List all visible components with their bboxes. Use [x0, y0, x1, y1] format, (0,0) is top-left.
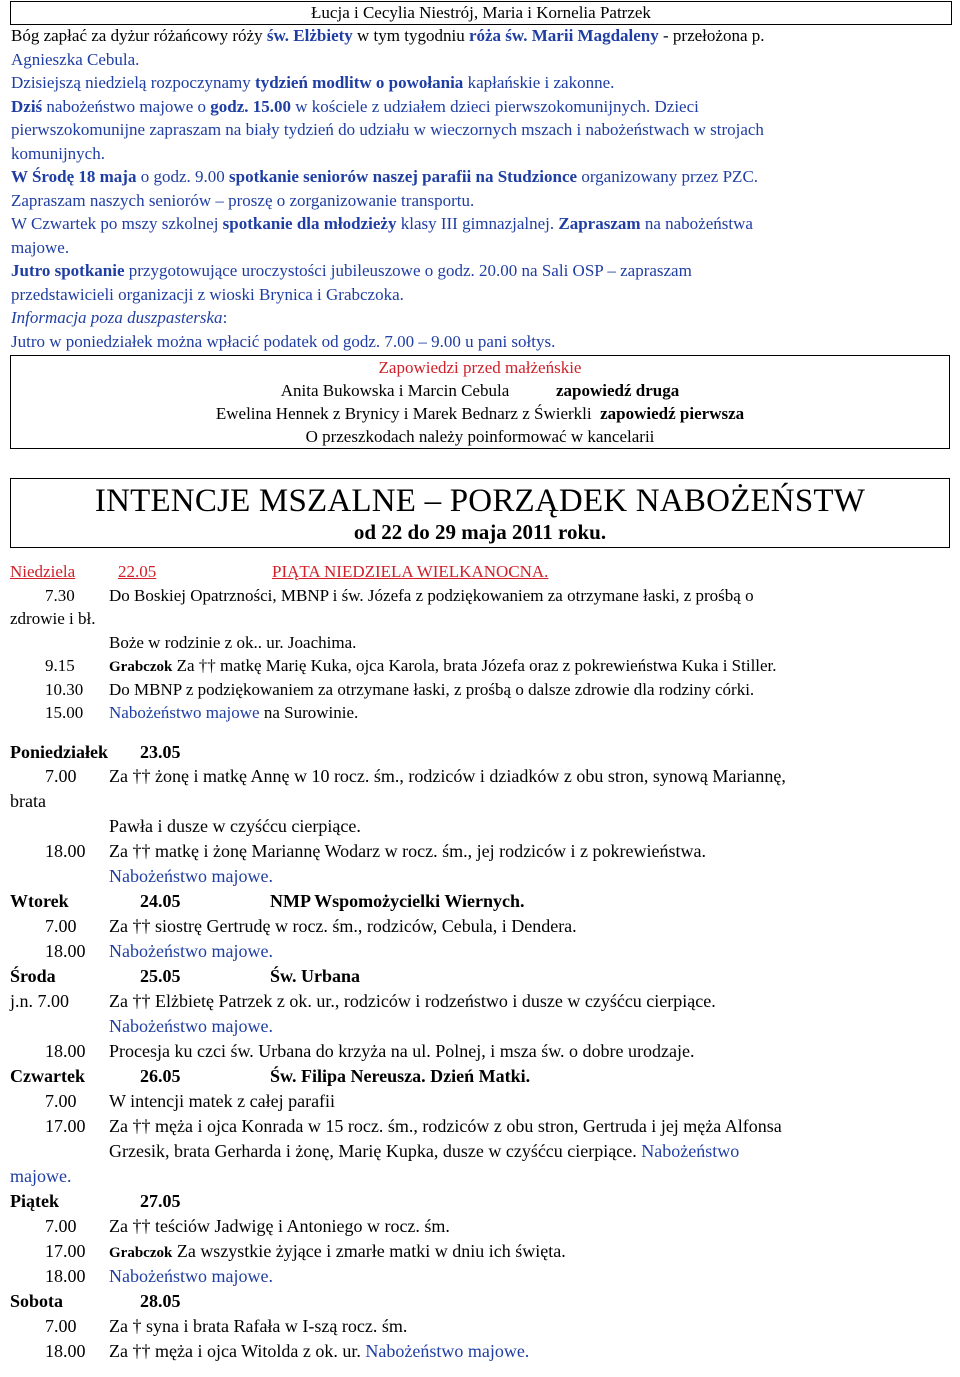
- mass-intentions-header: [10, 478, 950, 548]
- text: na nabożeństwa: [640, 214, 753, 233]
- day-title: Św. Urbana: [270, 966, 361, 986]
- intention: Pawła i dusze w czyśćcu cierpiące.: [109, 816, 361, 836]
- text: o godz. 9.00: [136, 167, 230, 186]
- text: klasy III gimnazjalnej.: [396, 214, 559, 233]
- service: Nabożeństwo majowe.: [109, 866, 273, 886]
- service: Nabożeństwo: [641, 1141, 740, 1161]
- day-heading: [10, 1064, 950, 1089]
- time: 15.00: [45, 703, 84, 722]
- mass-entry: [10, 1039, 950, 1064]
- announcement-line: przedstawicieli organizacji z wioski Brynica i Grabczoka.: [11, 284, 404, 304]
- service: Nabożeństwo majowe.: [109, 1016, 273, 1036]
- day-date: 24.05: [140, 891, 181, 911]
- mass-entry: [10, 678, 950, 702]
- banns-couple-1: [11, 379, 949, 402]
- intentions-title: INTENCJE MSZALNE – PORZĄDEK NABOŻEŃSTW: [94, 483, 866, 519]
- day-name: Poniedziałek: [10, 741, 108, 762]
- announcements: [10, 24, 950, 353]
- announcement-line: komunijnych.: [11, 143, 105, 163]
- day-date: 27.05: [140, 1191, 181, 1211]
- time: 10.30: [45, 679, 84, 699]
- service: Nabożeństwo majowe.: [109, 941, 273, 961]
- announcement-line: [10, 24, 950, 48]
- announcement-line: [10, 95, 950, 119]
- time: 18.00: [45, 1041, 86, 1061]
- day-heading: [10, 964, 950, 989]
- intention: Za wszystkie żyjące i zmarłe matki w dniu ich święta.: [176, 1241, 566, 1261]
- announcement-line: [10, 165, 950, 189]
- text: Dzisiejszą niedzielą rozpoczynamy: [11, 73, 256, 92]
- mass-entry: [10, 1239, 950, 1264]
- mass-entry-cont: [10, 1014, 950, 1039]
- day-title: Św. Filipa Nereusza. Dzień Matki.: [270, 1066, 531, 1086]
- time: j.n. 7.00: [10, 991, 70, 1011]
- mass-entry-cont: [10, 1139, 950, 1164]
- text: zapowiedź druga: [556, 381, 680, 400]
- text: Jutro spotkanie: [11, 261, 125, 280]
- mass-entry: [10, 701, 950, 725]
- announcement-line: Jutro w poniedziałek można wpłacić podatek od godz. 7.00 – 9.00 u pani sołtys.: [11, 331, 556, 351]
- day-heading: [10, 741, 950, 765]
- intention: Boże w rodzinie z ok.. ur. Joachima.: [109, 632, 357, 652]
- mass-entry: [10, 1264, 950, 1289]
- service: majowe.: [10, 1166, 72, 1186]
- day-date: 28.05: [140, 1291, 181, 1311]
- intention: Za †† matkę i żonę Mariannę Wodarz w rocz. śm., jej rodziców i z pokrewieństwa.: [109, 841, 707, 861]
- mass-entry: [10, 764, 950, 789]
- banns-couple-2: [11, 402, 949, 425]
- intention: brata: [10, 791, 46, 811]
- text: kapłańskie i zakonne.: [463, 73, 615, 92]
- mass-entry: [10, 654, 950, 678]
- mass-entry-cont: [10, 607, 950, 631]
- announcement-line: Agnieszka Cebula.: [11, 49, 140, 69]
- text: Anita Bukowska i Marcin Cebula: [280, 381, 510, 400]
- day-heading: [10, 560, 950, 584]
- day-date: 25.05: [140, 966, 181, 986]
- text: w kościele z udziałem dzieci pierwszokomunijnych. Dzieci: [291, 96, 699, 116]
- text: godz. 15.00: [210, 96, 291, 116]
- intention: Do MBNP z podziękowaniem za otrzymane łaski, z prośbą o dalsze zdrowie dla rodziny córki.: [109, 679, 755, 699]
- mass-entry: [10, 989, 950, 1014]
- day-name: Piątek: [10, 1191, 59, 1211]
- day-name: Sobota: [10, 1291, 64, 1311]
- text: :: [222, 308, 228, 327]
- day-heading: [10, 1289, 950, 1314]
- text: św. Elżbiety: [266, 26, 353, 45]
- announcement-line: [10, 212, 950, 236]
- mass-entry: [10, 839, 950, 864]
- time: 7.00: [45, 916, 77, 936]
- day-heading: [10, 1189, 950, 1214]
- mass-entry: [10, 584, 950, 608]
- time: 17.00: [45, 1116, 86, 1136]
- day-date: 26.05: [140, 1066, 181, 1086]
- intention: Za †† siostrę Gertrudę w rocz. śm., rodziców, Cebula, i Dendera.: [109, 916, 577, 936]
- day-heading: [10, 889, 950, 914]
- time: 17.00: [45, 1241, 86, 1261]
- text: spotkanie seniorów naszej parafii na Studzionce: [229, 167, 578, 186]
- text: Dziś: [11, 96, 43, 116]
- time: 9.15: [45, 656, 75, 675]
- mass-entry: [10, 939, 950, 964]
- marriage-banns: [10, 355, 950, 449]
- mass-entry-cont: [10, 631, 950, 655]
- mass-entry: [10, 1114, 950, 1139]
- time: 18.00: [45, 1341, 86, 1361]
- mass-entry: [10, 1339, 950, 1364]
- mass-entry-cont: [10, 864, 950, 889]
- intention: Za †† matkę Marię Kuka, ojca Karola, brata Józefa oraz z pokrewieństwa Kuka i Stiller.: [176, 656, 777, 675]
- announcement-line: Zapraszam naszych seniorów – proszę o zorganizowanie transportu.: [11, 190, 475, 210]
- intention: Za † syna i brata Rafała w I-szą rocz. śm.: [109, 1316, 408, 1336]
- text: tydzień modlitw o powołania: [255, 73, 464, 92]
- announcement-line: [10, 306, 950, 330]
- announcement-line: pierwszokomunijne zapraszam na biały tydzień do udziału w wieczornych mszach i nabożeństwach w strojach: [11, 120, 764, 139]
- spacer: [10, 725, 950, 741]
- text: Ewelina Hennek z Brynicy i Marek Bednarz z Świerkli: [215, 404, 592, 423]
- time: 18.00: [45, 941, 86, 961]
- text: W Czwartek po mszy szkolnej: [11, 214, 223, 233]
- intention: W intencji matek z całej parafii: [109, 1091, 336, 1111]
- service: Nabożeństwo majowe.: [109, 1266, 273, 1286]
- announcement-line: majowe.: [11, 237, 70, 257]
- time: 7.00: [45, 1316, 77, 1336]
- day-name: Środa: [10, 966, 56, 986]
- mass-entry: [10, 914, 950, 939]
- text: zapowiedź pierwsza: [600, 404, 745, 423]
- intention: na Surowinie.: [259, 703, 359, 722]
- service: Nabożeństwo majowe.: [365, 1341, 530, 1361]
- day-name: Niedziela: [10, 562, 76, 581]
- service: Nabożeństwo majowe: [109, 703, 260, 722]
- intention: Za †† męża i ojca Witolda z ok. ur.: [109, 1341, 366, 1361]
- time: 7.30: [45, 585, 75, 605]
- intention: Do Boskiej Opatrzności, MBNP i św. Józefa z podziękowaniem za otrzymane łaski, z prośbą o: [109, 585, 754, 605]
- time: 7.00: [45, 1216, 77, 1236]
- announcement-line: [10, 259, 950, 283]
- location: Grabczok: [109, 659, 173, 675]
- names-header: Łucja i Cecylia Niestrój, Maria i Kornelia Patrzek: [10, 1, 952, 25]
- mass-entry: [10, 1214, 950, 1239]
- text: spotkanie dla młodzieży: [222, 214, 397, 233]
- intention: Grzesik, brata Gerharda i żonę, Marię Kupka, dusze w czyśćcu cierpiące.: [109, 1141, 642, 1161]
- banns-title: Zapowiedzi przed małżeńskie: [378, 358, 582, 377]
- intention: Za †† teściów Jadwigę i Antoniego w rocz. śm.: [109, 1216, 450, 1236]
- time: 7.00: [45, 1091, 77, 1111]
- text: przygotowujące uroczystości jubileuszowe o godz. 20.00 na Sali OSP – zapraszam: [124, 261, 692, 280]
- day-title: PIĄTA NIEDZIELA WIELKANOCNA.: [272, 562, 549, 581]
- schedule: [10, 560, 950, 1364]
- mass-entry-cont: [10, 814, 950, 839]
- intention: Za †† męża i ojca Konrada w 15 rocz. śm., rodziców z obu stron, Gertruda i jej męża Alfonsa: [109, 1116, 782, 1136]
- mass-entry: [10, 1089, 950, 1114]
- banns-note: O przeszkodach należy poinformować w kancelarii: [305, 427, 655, 446]
- intentions-dates: od 22 do 29 maja 2011 roku.: [353, 520, 607, 544]
- text: róża św. Marii Magdaleny: [468, 26, 659, 45]
- time: 18.00: [45, 841, 86, 861]
- text: Informacja poza duszpasterska: [11, 308, 223, 327]
- intention: Za †† żonę i matkę Annę w 10 rocz. śm., rodziców i dziadków z obu stron, synową Mariannę,: [109, 766, 786, 786]
- text: nabożeństwo majowe o: [42, 96, 211, 116]
- text: Zapraszam: [558, 214, 641, 233]
- day-name: Czwartek: [10, 1066, 85, 1086]
- day-date: 23.05: [140, 741, 181, 762]
- time: 18.00: [45, 1266, 86, 1286]
- text: W Środę 18 maja: [11, 167, 137, 186]
- text: organizowany przez PZC.: [577, 167, 759, 186]
- intention: Za †† Elżbietę Patrzek z ok. ur., rodziców i rodzeństwo i dusze w czyśćcu cierpiące.: [109, 991, 716, 1011]
- announcement-line: [10, 71, 950, 95]
- day-title: NMP Wspomożycielki Wiernych.: [270, 891, 525, 911]
- mass-entry-cont: [10, 789, 950, 814]
- location: Grabczok: [109, 1245, 173, 1261]
- mass-entry: [10, 1314, 950, 1339]
- intention: Procesja ku czci św. Urbana do krzyża na ul. Polnej, i msza św. o dobre urodzaje.: [109, 1041, 695, 1061]
- day-name: Wtorek: [10, 891, 69, 911]
- time: 7.00: [45, 766, 77, 786]
- text: w tym tygodniu: [352, 26, 469, 45]
- intention: zdrowie i bł.: [10, 609, 96, 628]
- text: Bóg zapłać za dyżur różańcowy róży: [11, 26, 267, 45]
- mass-entry-cont: [10, 1164, 950, 1189]
- text: - przełożona p.: [658, 26, 765, 45]
- day-date: 22.05: [118, 562, 157, 581]
